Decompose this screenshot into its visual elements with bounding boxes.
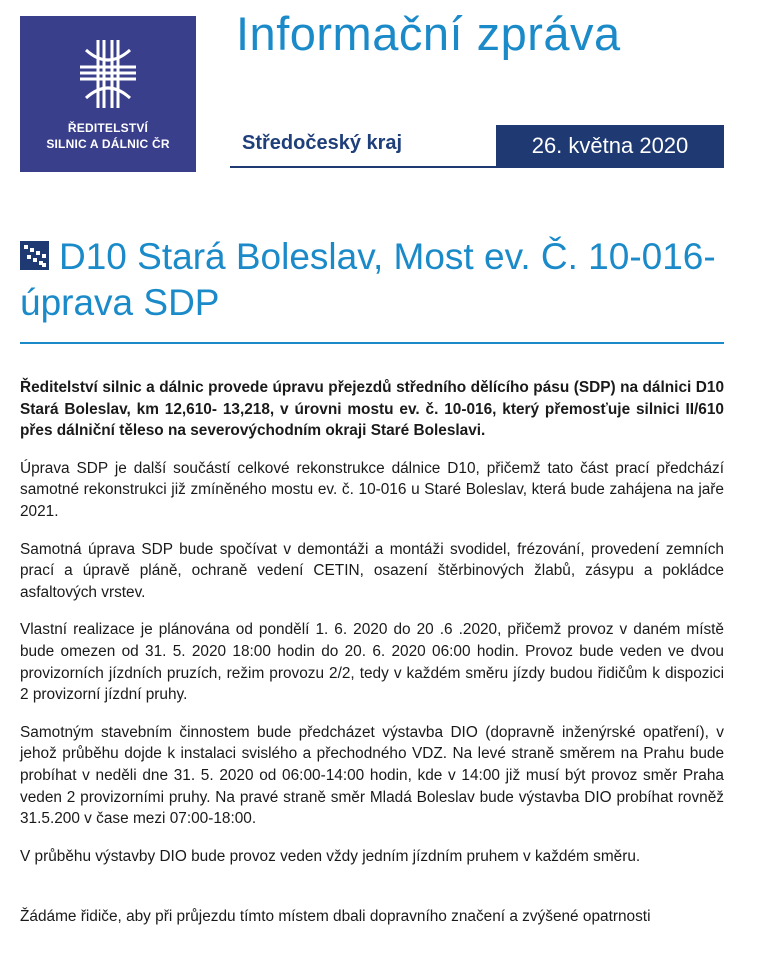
headline-rule: [20, 342, 724, 344]
lead-paragraph: Ředitelství silnic a dálnic provede úpravu přejezdů středního dělícího pásu (SDP) na dálnici D10 Stará Boleslav, km 12,610- 13,218, v úrovni mostu ev. č. 10-016, který přemosťuje silnici II/610 přes dálniční těleso na severovýchodním okraji Staré Boleslavi.: [20, 379, 724, 440]
article-body: [20, 377, 724, 883]
logo-text: [20, 120, 196, 152]
logo-line-2: SILNIC A DÁLNIC ČR: [46, 137, 170, 151]
region-label: Středočeský kraj: [242, 132, 403, 154]
date-badge: [496, 125, 724, 167]
paragraph-3: Vlastní realizace je plánována od pondělí 1. 6. 2020 do 20 .6 .2020, přičemž provoz v daném místě bude omezen od 31. 5. 2020 18:00 hodin do 20. 6. 2020 06:00 hodin. Provoz bude veden ve dvou provizorních jízdních pruzích, režim provozu 2/2, tedy v každém směru jízdy budou řidičům k dispozici 2 provizorní jízdní pruhy.: [20, 621, 724, 704]
closing-note: Žádáme řidiče, aby při průjezdu tímto místem dbali dopravního značení a zvýšené opatrnosti: [20, 908, 651, 925]
paragraph-5: V průběhu výstavby DIO bude provoz veden vždy jedním jízdním pruhem v každém směru.: [20, 847, 641, 865]
highway-interchange-icon: [78, 36, 138, 112]
paragraph-2: Samotná úprava SDP bude spočívat v demontáži a montáži svodidel, frézování, provedení zemních prací a úpravě pláně, ochraně vedení CETIN, osazení štěrbinových žlabů, zásypu a pokládce asfaltových vrstev.: [20, 540, 724, 601]
date-text: 26. května 2020: [531, 133, 689, 158]
logo-line-1: ŘEDITELSTVÍ: [67, 121, 149, 135]
headline-text: D10 Stará Boleslav, Most ev. Č. 10-016- úprava SDP: [20, 236, 716, 323]
headline: [20, 234, 730, 326]
header-rule: [230, 166, 724, 168]
paragraph-1: Úprava SDP je další součástí celkové rekonstrukce dálnice D10, přičemž tato část prací předchází samotné rekonstrukci již zmíněného mostu ev. č. 10-016 u Staré Boleslav, která bude zahájena na jaře 2021.: [20, 459, 724, 520]
rsd-logo: [20, 16, 196, 172]
paragraph-4: Samotným stavebním činnostem bude předcházet výstavba DIO (dopravně inženýrské opatření), v jehož průběhu dojde k instalaci svislého a přechodného VDZ. Na levé straně směrem na Prahu bude probíhat v neděli dne 31. 5. 2020 od 06:00-14:00 hodin, kde v 14:00 již musí být provoz směr Praha veden 2 provizorními pruhy. Na pravé straně směr Mladá Boleslav bude výstavba DIO probíhat rovněž 31.5.200 v čase mezi 07:00-18:00.: [20, 723, 724, 828]
document-title: Informační zpráva: [236, 7, 621, 60]
dotted-square-icon: [20, 241, 49, 270]
